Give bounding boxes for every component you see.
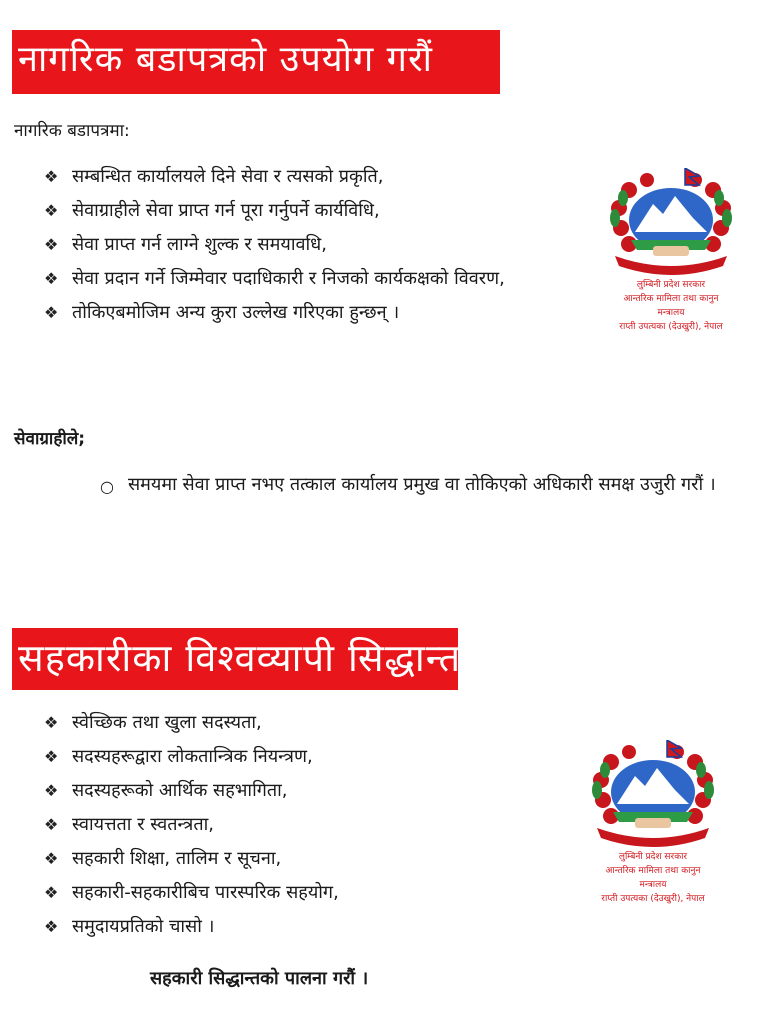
bullet-diamond-icon: ❖ [44, 269, 59, 288]
bullet-diamond-icon: ❖ [44, 713, 59, 732]
complaint-note-text: समयमा सेवा प्राप्त नभए तत्काल कार्यालय प्रमुख वा तोकिएको अधिकारी समक्ष उजुरी गरौं । [128, 474, 716, 495]
bullet-diamond-icon: ❖ [44, 815, 59, 834]
bullet-diamond-icon: ❖ [44, 303, 59, 322]
bullet-diamond-icon: ❖ [44, 747, 59, 766]
bullet-diamond-icon: ❖ [44, 849, 59, 868]
list-item: ❖ सेवा प्रदान गर्ने जिम्मेवार पदाधिकारी र निजको कार्यकक्षको विवरण, [44, 262, 544, 296]
list-item: ❖ समुदायप्रतिको चासो । [44, 910, 504, 944]
section1-title: नागरिक बडापत्रको उपयोग गरौं [18, 39, 433, 80]
list-item: ❖ सहकारी-सहकारीबिच पारस्परिक सहयोग, [44, 876, 504, 910]
bullet-diamond-icon: ❖ [44, 883, 59, 902]
section2-list [44, 706, 504, 944]
list-item: ❖ स्वायत्तता र स्वतन्त्रता, [44, 808, 504, 842]
emblem-line2: आन्तरिक मामिला तथा कानुन [623, 294, 719, 304]
bullet-circle-icon: ○ [100, 477, 114, 496]
list-item: ❖ सेवा प्राप्त गर्न लाग्ने शुल्क र समयावधि, [44, 228, 544, 262]
list-item: ❖ सेवाग्राहीले सेवा प्राप्त गर्न पूरा गर्नुपर्ने कार्यविधि, [44, 194, 544, 228]
bullet-diamond-icon: ❖ [44, 235, 59, 254]
section1-list [44, 160, 544, 330]
list-item: ❖ सदस्यहरूद्वारा लोकतान्त्रिक नियन्त्रण, [44, 740, 504, 774]
list-item: ❖ स्वेच्छिक तथा खुला सदस्यता, [44, 706, 504, 740]
list-item: ❖ तोकिएबमोजिम अन्य कुरा उल्लेख गरिएका हुन्छन् । [44, 296, 544, 330]
emblem-line4: राप्ती उपत्यका (देउखुरी), नेपाल [619, 322, 723, 332]
bullet-diamond-icon: ❖ [44, 917, 59, 936]
section2-title-banner [12, 628, 462, 690]
bullet-diamond-icon: ❖ [44, 781, 59, 800]
emblem-line3: मन्त्रालय [639, 880, 667, 890]
section1-title-banner [12, 30, 500, 94]
government-emblem [578, 740, 728, 906]
section2-title: सहकारीका विश्वव्यापी सिद्धान्त [18, 636, 462, 680]
list-item: ❖ सदस्यहरूको आर्थिक सहभागिता, [44, 774, 504, 808]
list-item: ❖ सहकारी शिक्षा, तालिम र सूचना, [44, 842, 504, 876]
emblem-line4: राप्ती उपत्यका (देउखुरी), नेपाल [601, 894, 705, 904]
bullet-diamond-icon: ❖ [44, 201, 59, 220]
section1-intro: नागरिक बडापत्रमा: [14, 121, 130, 141]
emblem-line1: लुम्बिनी प्रदेश सरकार [618, 852, 688, 862]
government-emblem [596, 168, 746, 334]
complaint-note [100, 468, 758, 502]
list-item: ❖ सम्बन्धित कार्यालयले दिने सेवा र त्यसको प्रकृति, [44, 160, 544, 194]
bullet-diamond-icon: ❖ [44, 167, 59, 186]
emblem-line2: आन्तरिक मामिला तथा कानुन [605, 866, 701, 876]
section2-footer: सहकारी सिद्धान्तको पालना गरौं । [150, 968, 369, 989]
emblem-line1: लुम्बिनी प्रदेश सरकार [636, 280, 706, 290]
nepal-emblem-icon [601, 168, 741, 278]
emblem-line3: मन्त्रालय [657, 308, 685, 318]
section1-heading2: सेवाग्राहीले; [14, 429, 86, 449]
nepal-emblem-icon [583, 740, 723, 850]
